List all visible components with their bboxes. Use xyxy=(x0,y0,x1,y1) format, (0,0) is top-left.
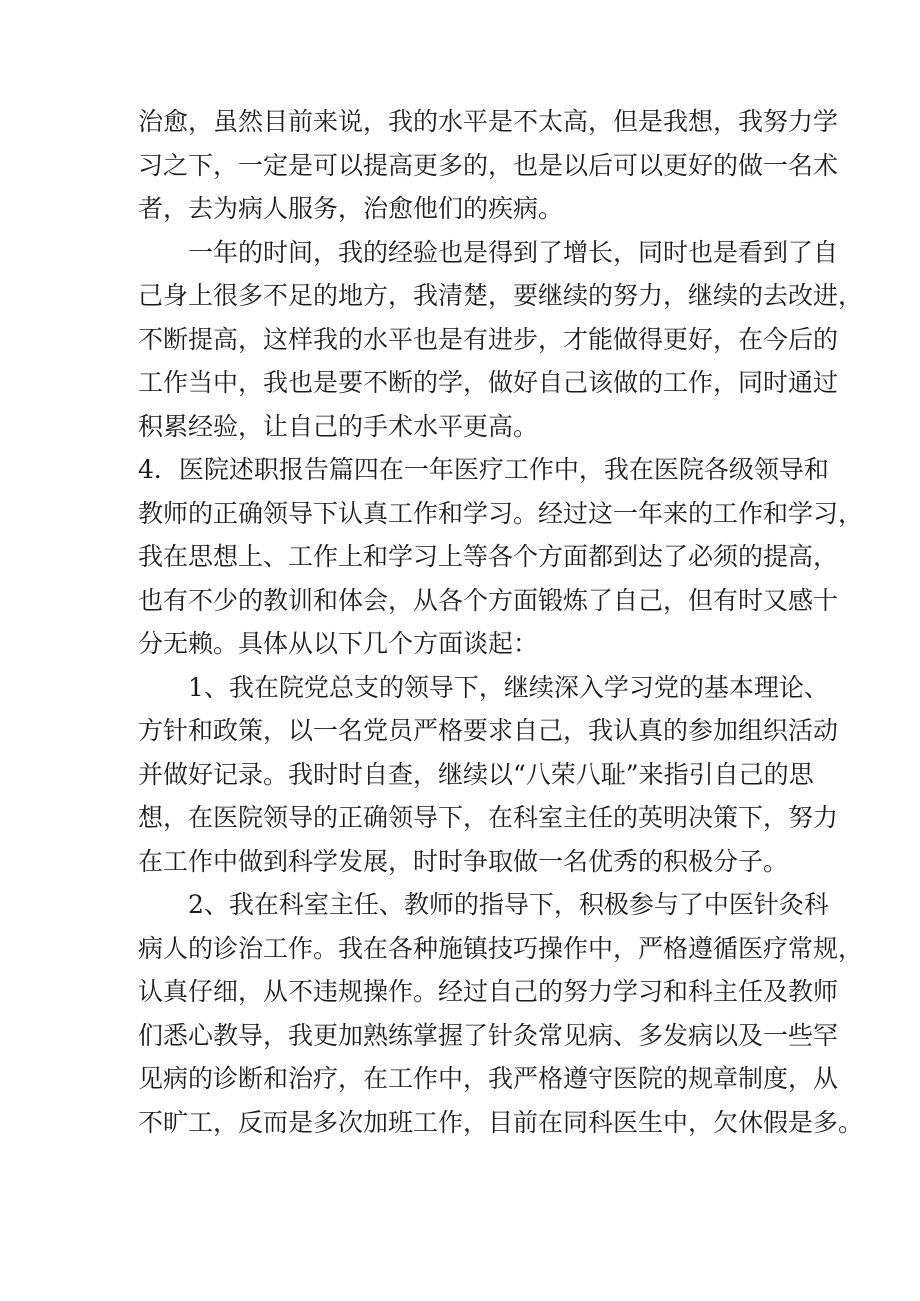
text-line: 方针和政策，以一名党员严格要求自己，我认真的参加组织活动 xyxy=(138,716,839,745)
text-line: 们悉心教导，我更加熟练掌握了针灸常见病、多发病以及一些罕 xyxy=(138,1020,839,1050)
text-line: 分无赖。具体从以下几个方面谈起： xyxy=(138,629,539,658)
text-line: 工作当中，我也是要不断的学，做好自己该做的工作，同时通过 xyxy=(138,368,839,397)
text-line: 不断提高，这样我的水平也是有进步，才能做得更好，在今后的 xyxy=(138,324,839,354)
text-line: 认真仔细，从不违规操作。经过自己的努力学习和科主任及教师 xyxy=(138,977,839,1006)
text-line: 病人的诊治工作。我在各种施镇技巧操作中，严格遵循医疗常规， xyxy=(138,933,864,963)
text-line: 者，去为病人服务，治愈他们的疾病。 xyxy=(138,194,564,223)
text-line: 己身上很多不足的地方，我清楚，要继续的努力，继续的去改进， xyxy=(138,281,864,310)
text-line: 积累经验，让自己的手术水平更高。 xyxy=(138,411,539,441)
text-line: 在工作中做到科学发展，时时争取做一名优秀的积极分子。 xyxy=(138,846,789,876)
text-line: 2、我在科室主任、教师的指导下，积极参与了中医针灸科 xyxy=(188,890,829,919)
text-line: 习之下，一定是可以提高更多的，也是以后可以更好的做一名术 xyxy=(138,150,839,180)
text-line: 见病的诊断和治疗，在工作中，我严格遵守医院的规章制度，从 xyxy=(138,1064,839,1093)
text-line: 并做好记录。我时时自查，继续以“八荣八耻”来指引自己的思 xyxy=(138,759,814,789)
text-line: 4．医院述职报告篇四在一年医疗工作中，我在医院各级领导和 xyxy=(138,455,829,484)
text-line: 不旷工，反而是多次加班工作，目前在同科医生中，欠休假是多。 xyxy=(138,1107,864,1137)
text-line: 治愈，虽然目前来说，我的水平是不太高，但是我想，我努力学 xyxy=(138,107,839,136)
text-line: 我在思想上、工作上和学习上等各个方面都到达了必须的提高， xyxy=(138,542,839,571)
text-line: 教师的正确领导下认真工作和学习。经过这一年来的工作和学习， xyxy=(138,498,864,528)
text-line: 1、我在院党总支的领导下，继续深入学习党的基本理论、 xyxy=(188,672,829,702)
text-line: 想，在医院领导的正确领导下，在科室主任的英明决策下，努力 xyxy=(138,803,839,832)
text-line: 也有不少的教训和体会，从各个方面锻炼了自己，但有时又感十 xyxy=(138,585,839,615)
text-line: 一年的时间，我的经验也是得到了增长，同时也是看到了自 xyxy=(188,237,839,267)
document-body xyxy=(138,100,864,1144)
